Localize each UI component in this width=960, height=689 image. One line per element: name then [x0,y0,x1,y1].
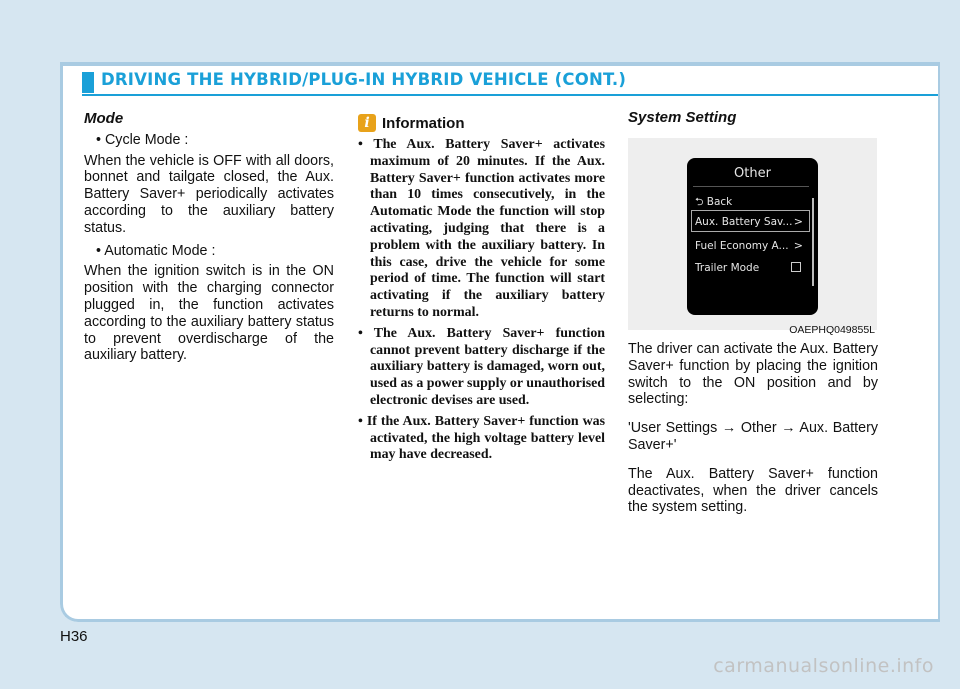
cluster-display [687,158,818,315]
mode-heading: Mode [84,110,124,127]
information-title: Information [382,114,465,132]
page-number: H36 [60,628,88,645]
chevron-right-icon: > [793,239,803,252]
screen-back-item: ⮌ Back [695,196,733,208]
chevron-right-icon: > [793,215,803,228]
information-item: • The Aux. Battery Saver+ activates maximum of 20 minutes. If the Aux. Battery Saver+ function activates more than 10 times consecutively, in the Automatic Mode the function will stop activating, judging that there is a problem with the auxiliary battery. In this case, drive the vehicle for some period of time. The function will start activating if the auxiliary battery returns to normal. [358,137,605,320]
system-setting-text [628,341,878,528]
screen-item-label: Trailer Mode [695,262,760,274]
screen-item-label: Fuel Economy A... [695,240,789,252]
screen-divider [693,186,809,187]
system-setting-paragraph: The driver can activate the Aux. Battery Saver+ function by placing the ignition switch to the ON position and by selecting: [628,341,878,408]
system-setting-path: 'User Settings → Other → Aux. Battery Saver+' [628,420,878,453]
image-code: OAEPHQ049855L [789,324,875,336]
screen-item-aux-battery [695,214,809,231]
system-setting-paragraph: The Aux. Battery Saver+ function deactivates, when the driver cancels the system setting. [628,465,878,516]
header-rule [82,94,938,96]
screen-item-trailer-mode [695,260,809,277]
information-item: • If the Aux. Battery Saver+ function was activated, the high voltage battery level may have decreased. [358,413,605,463]
screen-item-label: Aux. Battery Sav... [695,216,793,228]
screen-scrollbar [812,198,814,286]
cycle-mode-label: • Cycle Mode : [96,131,189,148]
screen-item-fuel-economy [695,238,809,255]
system-setting-column [628,109,878,516]
screen-title: Other [734,166,771,181]
information-header [356,114,605,132]
information-column [356,114,605,468]
page-frame-top [60,62,938,66]
system-setting-heading: System Setting [628,109,737,126]
checkbox-icon [791,262,801,272]
header-marker [82,72,94,93]
watermark: carmanualsonline.info [713,655,934,677]
cycle-mode-text: When the vehicle is OFF with all doors, bonnet and tailgate closed, the Aux. Battery Saver+ periodically activates according to the auxiliary battery status. [84,152,334,236]
section-title: DRIVING THE HYBRID/PLUG-IN HYBRID VEHICLE (CONT.) [101,70,627,89]
information-list [356,137,605,464]
page-frame-right [938,62,940,622]
info-icon: i [358,114,376,132]
automatic-mode-text: When the ignition switch is in the ON position with the charging connector plugged in, the function activates according to the auxiliary battery status to prevent overdischarge of the auxiliary battery. [84,263,334,364]
mode-column [84,111,334,370]
automatic-mode-label: • Automatic Mode : [96,242,216,259]
cluster-screen-image [628,138,877,336]
information-item: • The Aux. Battery Saver+ function cannot prevent battery discharge if the auxiliary battery is damaged, worn out, used as a power supply or unauthorised electronic devises are used. [358,325,605,408]
